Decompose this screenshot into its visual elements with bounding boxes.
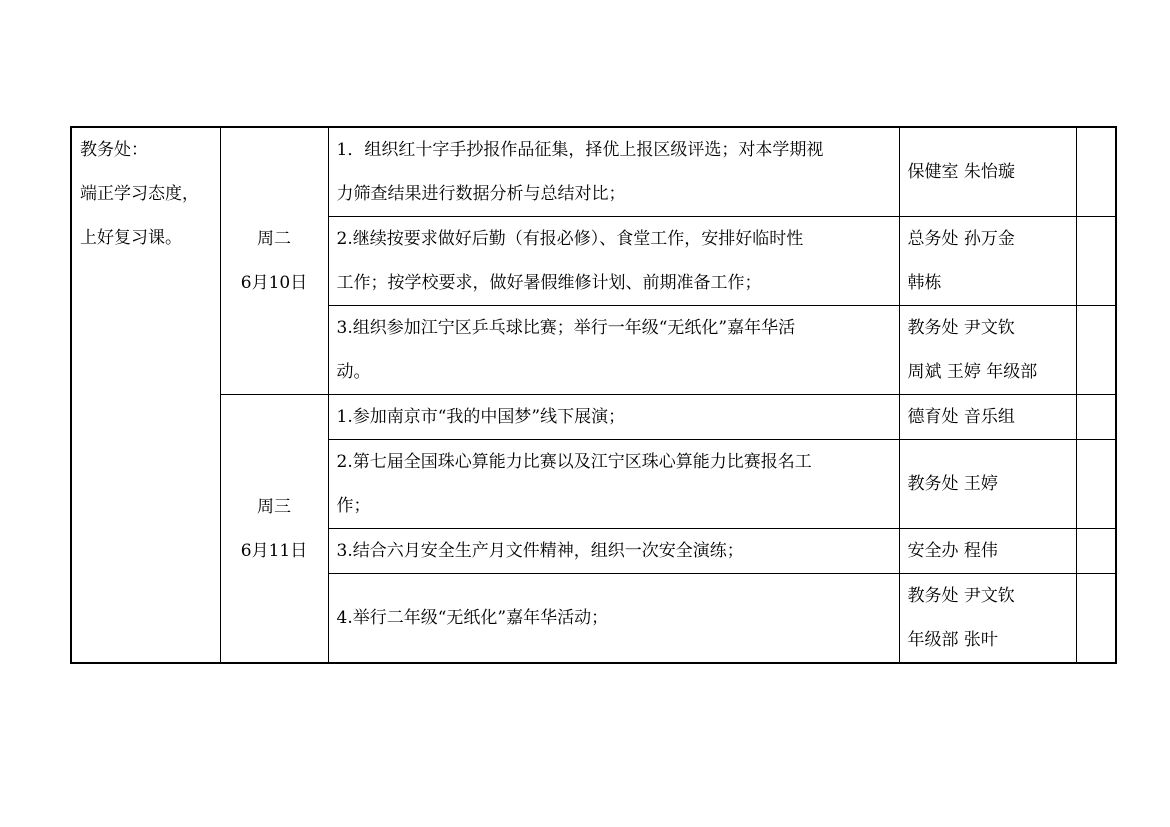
task-cell xyxy=(328,127,899,217)
task-line: 1．组织红十字手抄报作品征集，择优上报区级评选；对本学期视 xyxy=(336,140,824,160)
task-line: 力筛查结果进行数据分析与总结对比； xyxy=(336,184,626,204)
responsible-cell xyxy=(899,127,1076,217)
date-label: 6月10日 xyxy=(240,273,308,293)
day-cell xyxy=(220,395,328,664)
responsible-cell xyxy=(899,529,1076,574)
note-cell xyxy=(1076,529,1116,574)
task-cell xyxy=(328,440,899,529)
department-name: 教务处： xyxy=(80,140,148,160)
note-cell xyxy=(1076,217,1116,306)
responsible-line: 韩栋 xyxy=(907,273,942,293)
responsible-cell xyxy=(899,574,1076,664)
note-cell xyxy=(1076,127,1116,217)
weekday-label: 周三 xyxy=(257,496,291,517)
responsible-cell xyxy=(899,217,1076,306)
task-line: 4.举行二年级“无纸化”嘉年华活动； xyxy=(336,608,609,628)
responsible-line: 安全办 程伟 xyxy=(907,541,998,561)
task-cell xyxy=(328,306,899,395)
table-row xyxy=(71,127,1116,217)
day-cell xyxy=(220,127,328,395)
responsible-line: 教务处 尹文钦 xyxy=(907,586,1015,606)
task-cell xyxy=(328,574,899,664)
responsible-line: 周斌 王婷 年级部 xyxy=(907,362,1038,382)
table-row xyxy=(71,395,1116,440)
note-cell xyxy=(1076,306,1116,395)
task-line: 3.组织参加江宁区乒乓球比赛；举行一年级“无纸化”嘉年华活 xyxy=(336,318,796,338)
weekday-label: 周二 xyxy=(257,229,291,249)
responsible-cell xyxy=(899,306,1076,395)
responsible-cell xyxy=(899,440,1076,529)
note-cell xyxy=(1076,395,1116,440)
task-line: 1.参加南京市“我的中国梦”线下展演； xyxy=(336,407,626,427)
task-line: 作； xyxy=(336,496,371,516)
task-line: 2.第七届全国珠心算能力比赛以及江宁区珠心算能力比赛报名工 xyxy=(336,452,812,472)
task-line: 3.结合六月安全生产月文件精神，组织一次安全演练； xyxy=(336,541,744,561)
task-cell xyxy=(328,529,899,574)
department-goal-line: 端正学习态度， xyxy=(80,184,199,204)
task-cell xyxy=(328,217,899,306)
note-cell xyxy=(1076,440,1116,529)
department-goal-line: 上好复习课。 xyxy=(80,228,182,248)
task-line: 工作；按学校要求，做好暑假维修计划、前期准备工作； xyxy=(336,273,762,293)
task-cell xyxy=(328,395,899,440)
responsible-line: 教务处 尹文钦 xyxy=(907,318,1015,338)
schedule-table xyxy=(70,126,1117,664)
responsible-cell xyxy=(899,395,1076,440)
task-line: 动。 xyxy=(336,362,371,382)
responsible-line: 总务处 孙万金 xyxy=(907,229,1015,249)
task-line: 2.继续按要求做好后勤（有报必修）、食堂工作，安排好临时性 xyxy=(336,229,804,249)
responsible-line: 教务处 王婷 xyxy=(907,474,998,494)
department-cell xyxy=(71,127,220,663)
note-cell xyxy=(1076,574,1116,664)
responsible-line: 保健室 朱怡璇 xyxy=(907,162,1015,182)
responsible-line: 德育处 音乐组 xyxy=(907,407,1015,427)
responsible-line: 年级部 张叶 xyxy=(907,630,998,650)
date-label: 6月11日 xyxy=(240,540,308,561)
